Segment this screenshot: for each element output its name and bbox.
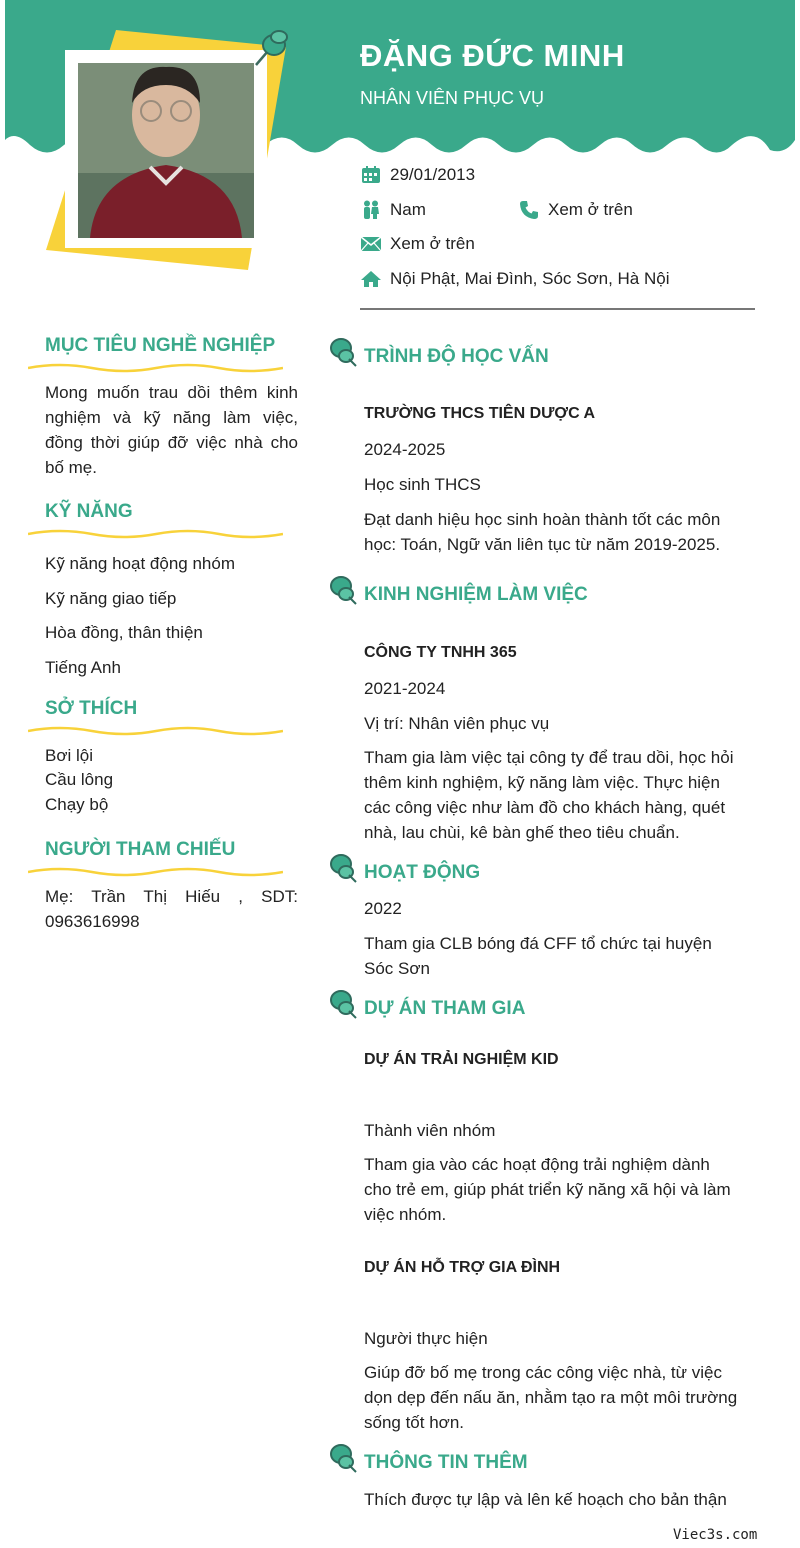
profile-photo-frame xyxy=(38,25,298,275)
experience-period: 2021-2024 xyxy=(364,679,446,698)
project-role: Người thực hiện xyxy=(364,1329,488,1348)
pin-icon xyxy=(329,1443,357,1473)
address-value: Nội Phật, Mai Đình, Sóc Sơn, Hà Nội xyxy=(390,269,670,288)
wave-underline xyxy=(28,528,283,540)
references-text: Mẹ: Trần Thị Hiếu , SDT: 0963616998 xyxy=(45,887,298,931)
experience-title: KINH NGHIỆM LÀM VIỆC xyxy=(364,584,588,605)
education-role: Học sinh THCS xyxy=(364,475,481,494)
pin-icon xyxy=(329,989,357,1019)
project-name: DỰ ÁN TRẢI NGHIỆM KID xyxy=(364,1051,559,1068)
address-row xyxy=(360,269,670,289)
skill-item: Kỹ năng giao tiếp xyxy=(45,589,177,608)
phone-value: Xem ở trên xyxy=(548,200,633,219)
home-icon xyxy=(360,269,382,289)
activities-title: HOẠT ĐỘNG xyxy=(364,862,481,883)
experience-position: Vị trí: Nhân viên phục vụ xyxy=(364,714,550,733)
hobbies-title: SỞ THÍCH xyxy=(45,698,138,719)
education-description: Đạt danh hiệu học sinh hoàn thành tốt các môn học: Toán, Ngữ văn liên tục từ năm 2019-2025. xyxy=(364,510,721,554)
additional-text: Thích được tự lập và lên kế hoạch cho bản thận xyxy=(364,1490,727,1509)
hobby-item: Cầu lông xyxy=(45,770,114,789)
experience-description: Tham gia làm việc tại công ty để trau dồi, học hỏi thêm kinh nghiệm, kỹ năng làm việc. Thực hiện các công việc như làm đồ cho khách hàng, quét nhà, lau chùi, kê bàn ghế theo tiêu chuẩn. xyxy=(364,748,734,842)
education-period: 2024-2025 xyxy=(364,440,446,459)
project-description: Giúp đỡ bố mẹ trong các công việc nhà, từ việc dọn dẹp đến nấu ăn, nhằm tạo ra một môi trường sống tốt hơn. xyxy=(364,1363,738,1432)
objective-title: MỤC TIÊU NGHỀ NGHIỆP xyxy=(45,335,276,356)
gender-value: Nam xyxy=(390,200,426,219)
wave-underline xyxy=(28,866,283,878)
watermark: Viec3s.com xyxy=(673,1527,758,1543)
phone-icon xyxy=(518,200,540,220)
project-name: DỰ ÁN HỖ TRỢ GIA ĐÌNH xyxy=(364,1259,561,1276)
activities-year: 2022 xyxy=(364,899,402,918)
candidate-name: ĐẶNG ĐỨC MINH xyxy=(360,38,625,73)
skill-item: Tiếng Anh xyxy=(45,658,121,677)
references-title: NGƯỜI THAM CHIẾU xyxy=(45,839,236,860)
birthday-value: 29/01/2013 xyxy=(390,165,476,184)
skills-title: KỸ NĂNG xyxy=(45,501,133,522)
education-title: TRÌNH ĐỘ HỌC VẤN xyxy=(364,346,549,367)
gender-row xyxy=(360,200,426,220)
birthday-row xyxy=(360,165,475,185)
email-value: Xem ở trên xyxy=(390,234,475,253)
envelope-icon xyxy=(360,234,382,254)
phone-row xyxy=(518,200,633,220)
email-row xyxy=(360,234,475,254)
contact-divider xyxy=(360,308,755,310)
education-school: TRƯỜNG THCS TIÊN DƯỢC A xyxy=(364,405,596,422)
activities-description: Tham gia CLB bóng đá CFF tổ chức tại huyện Sóc Sơn xyxy=(364,934,712,978)
job-title: NHÂN VIÊN PHỤC VỤ xyxy=(360,88,545,108)
project-role: Thành viên nhóm xyxy=(364,1121,496,1140)
project-description: Tham gia vào các hoạt động trải nghiệm dành cho trẻ em, giúp phát triển kỹ năng xã hội và làm việc nhóm. xyxy=(364,1155,731,1224)
objective-text: Mong muốn trau dồi thêm kinh nghiệm và kỹ năng làm việc, đồng thời giúp đỡ việc nhà cho bố mẹ. xyxy=(45,383,298,477)
hobby-item: Bơi lội xyxy=(45,746,93,765)
hobby-item: Chạy bộ xyxy=(45,795,109,814)
pin-icon xyxy=(329,337,357,367)
pin-icon xyxy=(250,25,292,69)
projects-title: DỰ ÁN THAM GIA xyxy=(364,998,526,1019)
skill-item: Kỹ năng hoạt động nhóm xyxy=(45,554,235,573)
experience-company: CÔNG TY TNHH 365 xyxy=(364,644,517,661)
wave-underline xyxy=(28,725,283,737)
calendar-icon xyxy=(360,165,382,185)
gender-icon xyxy=(360,200,382,220)
wave-underline xyxy=(28,362,283,374)
additional-title: THÔNG TIN THÊM xyxy=(364,1452,528,1473)
pin-icon xyxy=(329,853,357,883)
skill-item: Hòa đồng, thân thiện xyxy=(45,623,203,642)
pin-icon xyxy=(329,575,357,605)
